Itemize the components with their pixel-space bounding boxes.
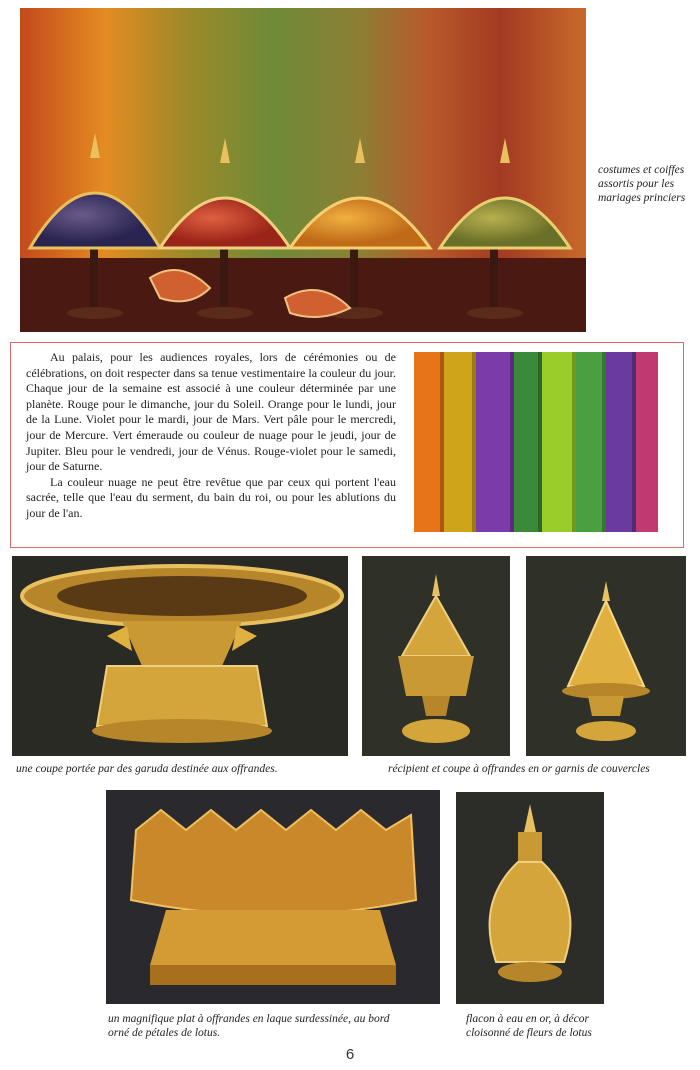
caption-recipient: récipient et coupe à offrandes en or garnis de couvercles <box>388 763 650 775</box>
caption-plat: un magnifique plat à offrandes en laque surdessinée, au bord orné de pétales de lotus. <box>108 1013 390 1039</box>
photo-covered-container <box>362 556 510 756</box>
article-text <box>26 350 396 522</box>
photo-costumes-headdresses <box>20 8 586 332</box>
caption-costumes: costumes et coiffes assortis pour les mariages princiers <box>598 164 686 204</box>
caption-flacon: flacon à eau en or, à décor cloisonné de fleurs de lotus <box>466 1013 592 1039</box>
photo-colored-fabrics <box>414 352 658 532</box>
photo-gold-flask <box>456 792 604 1004</box>
photo-garuda-cup <box>12 556 348 756</box>
paragraph-1: Au palais, pour les audiences royales, lors de cérémonies ou de célébrations, on doit respecter dans sa tenue vestimentaire la couleur du jour. Chaque jour de la semaine est associé à une couleur déterminée par une planète. Rouge pour le dimanche, jour du Soleil. Orange pour le lundi, jour de la Lune. Violet pour le mardi, jour de Mars. Vert pâle pour le mercredi, jour de Mercure. Vert émeraude ou couleur de nuage pour le jeudi, jour de Jupiter. Bleu pour le vendredi, jour de Vénus. Rouge-violet pour le samedi, jour de Saturne. <box>26 350 396 474</box>
page-number: 6 <box>345 1046 355 1063</box>
caption-coupe: une coupe portée par des garuda destinée aux offrandes. <box>16 763 278 775</box>
photo-conical-cup <box>526 556 686 756</box>
photo-lacquer-plate <box>106 790 440 1004</box>
paragraph-2: La couleur nuage ne peut être revêtue que par ceux qui portent l'eau sacrée, telle que l'eau du serment, du bain du roi, ou pour les ablutions du jour de l'an. <box>26 474 396 520</box>
